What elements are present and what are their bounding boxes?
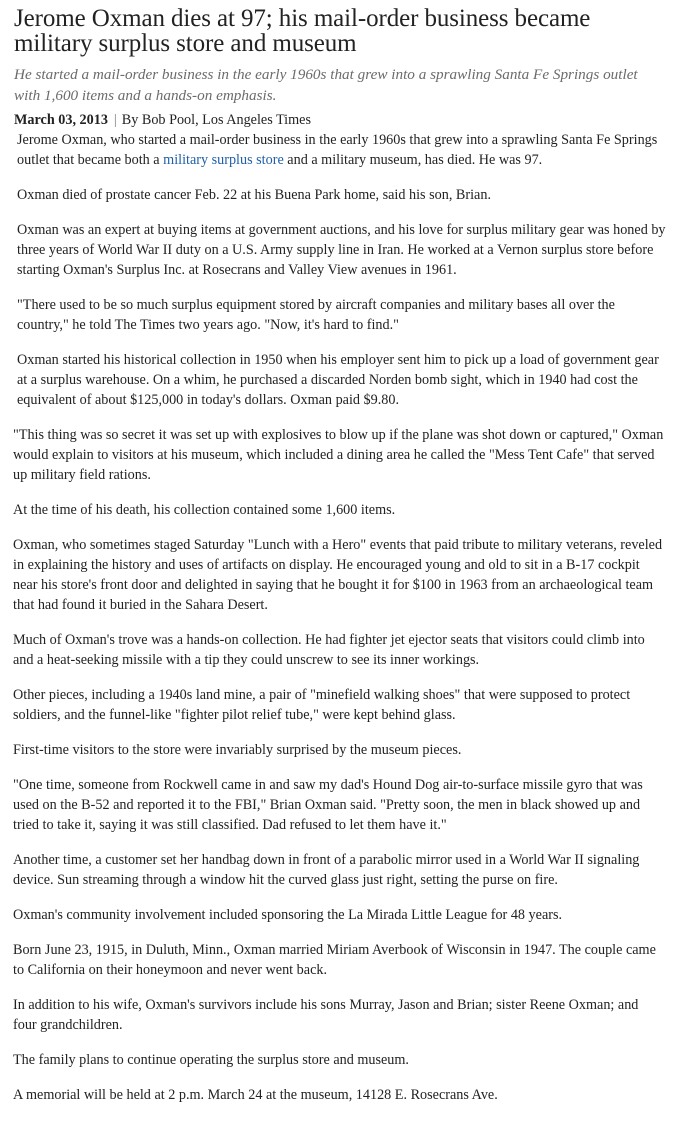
headline-line-2: military surplus store and museum: [14, 30, 357, 57]
paragraph-5: Oxman started his historical collection in 1950 when his employer sent him to pick up a load of government gear at a surplus warehouse. On a whim, he purchased a discarded Norden bomb sight, which in 1940 had cost the equivalent of about $125,000 in today's dollars. Oxman paid $9.80.: [17, 352, 659, 408]
headline-line-1: Jerome Oxman dies at 97; his mail-order business became: [14, 5, 591, 32]
paragraph-11: First-time visitors to the store were invariably surprised by the museum pieces.: [13, 742, 462, 758]
paragraph-3: Oxman was an expert at buying items at government auctions, and his love for surplus military gear was honed by three years of World War II duty on a U.S. Army supply line in Iran. He worked at a Vernon surplus store before starting Oxman's Surplus Inc. at Rosecrans and Valley View avenues in 1961.: [17, 222, 666, 278]
paragraph-16: In addition to his wife, Oxman's survivors include his sons Murray, Jason and Brian; sister Reene Oxman; and four grandchildren.: [13, 997, 639, 1033]
byline: By Bob Pool, Los Angeles Times: [121, 112, 311, 128]
byline-row: [14, 110, 677, 130]
article-dek: He started a mail-order business in the early 1960s that grew into a sprawling Santa Fe Springs outlet with 1,600 items and a hands-on emphasis.: [14, 66, 638, 104]
paragraph-13: Another time, a customer set her handbag down in front of a parabolic mirror used in a World War II signaling device. Sun streaming through a window hit the curved glass just right, setting the purse on fire.: [13, 852, 640, 888]
paragraph-2: Oxman died of prostate cancer Feb. 22 at his Buena Park home, said his son, Brian.: [17, 187, 491, 203]
headline: [0, 0, 677, 56]
paragraph-7: At the time of his death, his collection contained some 1,600 items.: [13, 502, 396, 518]
military-surplus-store-link[interactable]: military surplus store: [163, 152, 284, 168]
paragraph-15: Born June 23, 1915, in Duluth, Minn., Oxman married Miriam Averbook of Wisconsin in 1947. The couple came to California on their honeymoon and never went back.: [13, 942, 656, 978]
byline-separator: |: [113, 112, 117, 128]
paragraph-17: The family plans to continue operating the surplus store and museum.: [13, 1052, 409, 1068]
paragraph-1: [0, 130, 667, 170]
paragraph-14: Oxman's community involvement included sponsoring the La Mirada Little League for 48 years.: [13, 907, 563, 923]
paragraph-1-text-a: Jerome Oxman, who started a mail-order business in the early 1960s that grew into a sprawling Santa Fe Springs outlet that became both a: [17, 132, 658, 168]
paragraph-18: A memorial will be held at 2 p.m. March 24 at the museum, 14128 E. Rosecrans Ave.: [13, 1087, 498, 1103]
paragraph-12: "One time, someone from Rockwell came in and saw my dad's Hound Dog air-to-surface missile gyro that was used on the B-52 and reported it to the FBI," Brian Oxman said. "Pretty soon, the men in black showed up and tried to take it, saying it was still classified. Dad refused to let them have it.": [13, 777, 643, 833]
paragraph-1-text-b: and a military museum, has died. He was 97.: [283, 152, 543, 168]
paragraph-9: Much of Oxman's trove was a hands-on collection. He had fighter jet ejector seats that visitors could climb into and a heat-seeking missile with a tip they could unscrew to see its inner workings.: [13, 632, 645, 668]
article-body: [0, 130, 677, 1105]
paragraph-10: Other pieces, including a 1940s land mine, a pair of "minefield walking shoes" that were supposed to protect soldiers, and the funnel-like "fighter pilot relief tube," were kept behind glass.: [13, 687, 631, 723]
paragraph-6: "This thing was so secret it was set up with explosives to blow up if the plane was shot down or captured," Oxman would explain to visitors at his museum, which included a dining area he called the "Mess Tent Cafe" that served up military field rations.: [13, 427, 664, 483]
paragraph-8: Oxman, who sometimes staged Saturday "Lunch with a Hero" events that paid tribute to military veterans, reveled in explaining the history and uses of artifacts on display. He encouraged young and old to sit in a B-17 cockpit near his store's front door and delighted in saying that he bought it for $100 in 1963 from an archaeological team that had found it buried in the Sahara Desert.: [13, 537, 663, 613]
paragraph-4: "There used to be so much surplus equipment stored by aircraft companies and military bases all over the country," he told The Times two years ago. "Now, it's hard to find.": [17, 297, 615, 333]
publish-date: March 03, 2013: [14, 112, 108, 128]
